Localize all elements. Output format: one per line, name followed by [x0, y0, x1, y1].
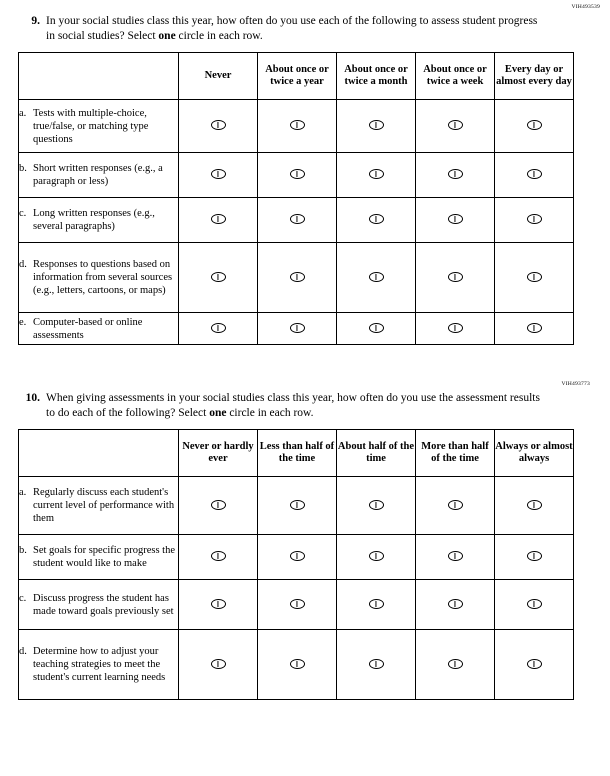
row-letter: b.	[19, 545, 27, 556]
table-row	[19, 243, 574, 313]
radio-bubble-icon[interactable]	[448, 214, 463, 224]
table-row	[19, 313, 574, 345]
question-10-row-d-option-2[interactable]	[258, 630, 337, 700]
question-9-row-d-stem	[19, 243, 179, 313]
question-10-col-header-4: More than half of the time	[416, 430, 495, 477]
question-10-text-bold: one	[209, 406, 227, 419]
row-letter: c.	[19, 592, 27, 604]
row-label: Tests with multiple-choice, true/false, or matching type questions	[33, 107, 149, 145]
question-9-text-part2: circle in each row.	[175, 29, 263, 42]
radio-bubble-icon[interactable]	[211, 551, 226, 561]
question-9-text	[46, 14, 546, 43]
question-9-row-c-option-5[interactable]	[495, 198, 574, 243]
question-10-row-d-option-5[interactable]	[495, 630, 574, 700]
question-10-header-code: VIH493773	[561, 381, 590, 387]
question-10-col-header-2: Less than half of the time	[258, 430, 337, 477]
question-10-row-c-option-3[interactable]	[337, 580, 416, 630]
radio-bubble-icon[interactable]	[527, 120, 542, 130]
question-9-row-c-option-1[interactable]	[179, 198, 258, 243]
row-label: Set goals for specific progress the student would like to make	[33, 545, 176, 569]
question-10-col-header-5: Always or almost always	[495, 430, 574, 477]
section-spacer	[10, 345, 600, 385]
radio-bubble-icon[interactable]	[211, 169, 226, 179]
question-10-row-a-option-1[interactable]	[179, 477, 258, 535]
row-label: Responses to questions based on information from several sources (e.g., letters, cartoons, or maps)	[33, 259, 173, 296]
table-row	[19, 477, 574, 535]
question-9-row-e-option-4[interactable]	[416, 313, 495, 345]
question-10-text-part2: circle in each row.	[226, 406, 314, 419]
radio-bubble-icon[interactable]	[369, 659, 384, 669]
row-label: Short written responses (e.g., a paragraph or less)	[33, 163, 163, 187]
question-10-row-d-option-4[interactable]	[416, 630, 495, 700]
question-10-header-row	[19, 430, 574, 477]
question-9-number: 9.	[31, 15, 40, 27]
question-9-row-a-option-5[interactable]	[495, 100, 574, 153]
question-9-row-c-option-2[interactable]	[258, 198, 337, 243]
radio-bubble-icon[interactable]	[448, 120, 463, 130]
table-row	[19, 153, 574, 198]
question-9-row-c-stem	[19, 198, 179, 243]
question-10-row-a-option-4[interactable]	[416, 477, 495, 535]
table-row	[19, 100, 574, 153]
radio-bubble-icon[interactable]	[369, 500, 384, 510]
question-10-row-a-option-5[interactable]	[495, 477, 574, 535]
question-10-row-c-stem	[19, 580, 179, 630]
table-row	[19, 198, 574, 243]
radio-bubble-icon[interactable]	[290, 500, 305, 510]
question-10-text	[46, 391, 546, 420]
question-10-stem-header	[19, 430, 179, 477]
question-10-col-header-1: Never or hardly ever	[179, 430, 258, 477]
question-10-row-c-option-5[interactable]	[495, 580, 574, 630]
radio-bubble-icon[interactable]	[369, 214, 384, 224]
question-9-row-d-option-4[interactable]	[416, 243, 495, 313]
question-9-row-c-option-4[interactable]	[416, 198, 495, 243]
radio-bubble-icon[interactable]	[290, 120, 305, 130]
question-9-row-b-option-5[interactable]	[495, 153, 574, 198]
question-10-text-part1: When giving assessments in your social studies class this year, how often do you use the assessment results to do each of the following? Select	[46, 392, 540, 419]
question-9-row-a-option-3[interactable]	[337, 100, 416, 153]
radio-bubble-icon[interactable]	[211, 323, 226, 333]
row-letter: a.	[19, 107, 27, 119]
question-block-9	[10, 0, 600, 345]
question-9-row-b-option-3[interactable]	[337, 153, 416, 198]
question-9-stem-header	[19, 53, 179, 100]
question-9-row-e-option-5[interactable]	[495, 313, 574, 345]
radio-bubble-icon[interactable]	[527, 272, 542, 282]
question-10-row-a-option-3[interactable]	[337, 477, 416, 535]
question-9-row-b-option-4[interactable]	[416, 153, 495, 198]
question-9-row-a-option-2[interactable]	[258, 100, 337, 153]
row-label: Discuss progress the student has made toward goals previously set	[33, 592, 174, 617]
radio-bubble-icon[interactable]	[290, 214, 305, 224]
radio-bubble-icon[interactable]	[527, 500, 542, 510]
radio-bubble-icon[interactable]	[290, 272, 305, 282]
question-10-row-b-option-4[interactable]	[416, 535, 495, 580]
row-letter: d.	[19, 646, 27, 657]
radio-bubble-icon[interactable]	[448, 169, 463, 179]
question-9-row-e-option-3[interactable]	[337, 313, 416, 345]
question-9-row-a-stem	[19, 100, 179, 153]
radio-bubble-icon[interactable]	[369, 120, 384, 130]
question-9-col-header-1: Never	[179, 53, 258, 100]
radio-bubble-icon[interactable]	[211, 214, 226, 224]
radio-bubble-icon[interactable]	[211, 599, 226, 609]
question-9-col-header-5: Every day or almost every day	[495, 53, 574, 100]
page-top-right-code: VIH493539	[571, 4, 600, 10]
question-10-col-header-3: About half of the time	[337, 430, 416, 477]
question-9-row-a-option-4[interactable]	[416, 100, 495, 153]
row-label: Regularly discuss each student's current level of performance with them	[33, 487, 175, 524]
question-9-row-a-option-1[interactable]	[179, 100, 258, 153]
radio-bubble-icon[interactable]	[369, 599, 384, 609]
radio-bubble-icon[interactable]	[448, 551, 463, 561]
radio-bubble-icon[interactable]	[290, 323, 305, 333]
radio-bubble-icon[interactable]	[211, 500, 226, 510]
row-label: Computer-based or online assessments	[33, 316, 143, 341]
row-letter: a.	[19, 487, 27, 498]
row-letter: e.	[19, 316, 27, 328]
radio-bubble-icon[interactable]	[448, 323, 463, 333]
question-10-row-c-option-2[interactable]	[258, 580, 337, 630]
row-letter: c.	[19, 208, 27, 219]
question-10-row-b-stem	[19, 535, 179, 580]
table-row	[19, 580, 574, 630]
question-10-row-c-option-4[interactable]	[416, 580, 495, 630]
question-10-row-b-option-3[interactable]	[337, 535, 416, 580]
radio-bubble-icon[interactable]	[448, 659, 463, 669]
question-9-row-d-option-2[interactable]	[258, 243, 337, 313]
question-9-col-header-2: About once or twice a year	[258, 53, 337, 100]
question-10-row-d-option-1[interactable]	[179, 630, 258, 700]
question-9-text-part1: In your social studies class this year, how often do you use each of the following to assess student progress in social studies? Select	[46, 15, 538, 42]
question-10-matrix	[18, 429, 574, 700]
question-9-row-d-option-3[interactable]	[337, 243, 416, 313]
question-9-header	[10, 14, 600, 43]
radio-bubble-icon[interactable]	[369, 551, 384, 561]
radio-bubble-icon[interactable]	[448, 599, 463, 609]
row-letter: b.	[19, 163, 27, 174]
question-9-row-d-option-5[interactable]	[495, 243, 574, 313]
row-label: Determine how to adjust your teaching strategies to meet the student's current learning needs	[33, 646, 166, 683]
question-10-row-d-option-3[interactable]	[337, 630, 416, 700]
radio-bubble-icon[interactable]	[290, 659, 305, 669]
question-9-header-row	[19, 53, 574, 100]
question-9-row-e-stem	[19, 313, 179, 345]
radio-bubble-icon[interactable]	[369, 272, 384, 282]
question-10-row-d-stem	[19, 630, 179, 700]
question-10-number: 10.	[25, 392, 40, 404]
radio-bubble-icon[interactable]	[290, 169, 305, 179]
radio-bubble-icon[interactable]	[211, 272, 226, 282]
table-row	[19, 535, 574, 580]
question-10-row-a-option-2[interactable]	[258, 477, 337, 535]
question-9-row-b-option-2[interactable]	[258, 153, 337, 198]
table-row	[19, 630, 574, 700]
row-letter: d.	[19, 259, 27, 270]
radio-bubble-icon[interactable]	[290, 599, 305, 609]
row-label: Long written responses (e.g., several paragraphs)	[33, 208, 155, 232]
radio-bubble-icon[interactable]	[527, 659, 542, 669]
question-9-row-b-stem	[19, 153, 179, 198]
question-10-row-b-option-5[interactable]	[495, 535, 574, 580]
question-9-row-c-option-3[interactable]	[337, 198, 416, 243]
radio-bubble-icon[interactable]	[211, 659, 226, 669]
radio-bubble-icon[interactable]	[527, 323, 542, 333]
question-9-row-b-option-1[interactable]	[179, 153, 258, 198]
radio-bubble-icon[interactable]	[527, 599, 542, 609]
radio-bubble-icon[interactable]	[290, 551, 305, 561]
question-10-row-a-stem	[19, 477, 179, 535]
radio-bubble-icon[interactable]	[448, 500, 463, 510]
question-9-row-d-option-1[interactable]	[179, 243, 258, 313]
question-block-10	[10, 381, 600, 700]
question-10-row-b-option-2[interactable]	[258, 535, 337, 580]
question-9-row-e-option-2[interactable]	[258, 313, 337, 345]
radio-bubble-icon[interactable]	[527, 169, 542, 179]
question-9-col-header-4: About once or twice a week	[416, 53, 495, 100]
radio-bubble-icon[interactable]	[527, 551, 542, 561]
question-9-matrix	[18, 52, 574, 345]
question-10-row-c-option-1[interactable]	[179, 580, 258, 630]
radio-bubble-icon[interactable]	[211, 120, 226, 130]
question-10-row-b-option-1[interactable]	[179, 535, 258, 580]
radio-bubble-icon[interactable]	[369, 169, 384, 179]
question-9-text-bold: one	[158, 29, 176, 42]
question-9-row-e-option-1[interactable]	[179, 313, 258, 345]
radio-bubble-icon[interactable]	[527, 214, 542, 224]
radio-bubble-icon[interactable]	[448, 272, 463, 282]
question-10-header	[10, 385, 600, 420]
radio-bubble-icon[interactable]	[369, 323, 384, 333]
question-9-col-header-3: About once or twice a month	[337, 53, 416, 100]
